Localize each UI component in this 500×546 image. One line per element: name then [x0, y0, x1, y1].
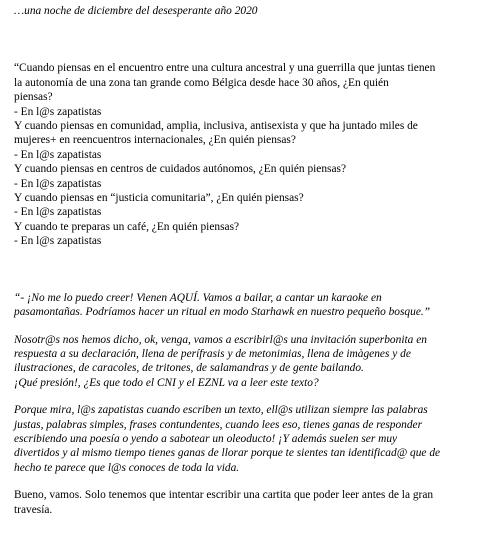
paragraph-line: ilustraciones, de caracoles, de tritones, de salamandras y de gente bailando. [14, 362, 364, 375]
zapatistas-paragraph [14, 403, 490, 475]
closing-paragraph [14, 488, 490, 517]
paragraph-line: escribiendo una poesía o yendo a sabotear un oleoducto! ¡Y además suelen ser muy [14, 432, 398, 445]
paragraph-line: justas, palabras simples, frases contundentes, cuando lees eso, tienes ganas de responder [14, 418, 423, 431]
paragraph-line: Nosotr@s nos hemos dicho, ok, venga, vamos a escribirl@s una invitación superbonita en [14, 333, 427, 346]
poem-line: - En l@s zapatistas [14, 235, 102, 248]
paragraph-line: divertidos y al mismo tiempo tienes ganas de llorar porque te sientes tan identificad@ que de [14, 447, 441, 460]
poem-line: mujeres+ en reencuentros internacionales, ¿En quién piensas? [14, 134, 296, 147]
poem-line: Y cuando piensas en centros de cuidados autónomos, ¿En quién piensas? [14, 163, 347, 176]
poem-line: - En l@s zapatistas [14, 105, 102, 118]
poem-line: - En l@s zapatistas [14, 177, 102, 190]
paragraph-line: Bueno, vamos. Solo tenemos que intentar escribir una cartita que poder leer antes de la gran [14, 489, 434, 502]
poem-line: “Cuando piensas en el encuentro entre una cultura ancestral y una guerrilla que juntas tienen [14, 62, 436, 75]
heading-line: …una noche de diciembre del desesperante año 2020 [14, 5, 258, 17]
invitation-paragraph [14, 333, 490, 391]
quote-paragraph [14, 291, 490, 320]
poem-line: Y cuando piensas en “justicia comunitaria”, ¿En quién piensas? [14, 192, 304, 205]
paragraph-line: travesía. [14, 503, 53, 516]
paragraph-line: ¡Qué presión!, ¿Es que todo el CNI y el EZNL va a leer este texto? [14, 376, 319, 389]
poem-line: piensas? [14, 91, 53, 104]
poem-block [14, 61, 490, 248]
poem-line: la autonomía de una zona tan grande como Bélgica desde hace 30 años, ¿En quién [14, 76, 389, 89]
paragraph-line: “- ¡No me lo puedo creer! Vienen AQUÍ. Vamos a bailar, a cantar un karaoke en [14, 291, 382, 304]
poem-line: Y cuando te preparas un café, ¿En quién piensas? [14, 220, 240, 233]
paragraph-line: respuesta a su declaración, llena de perífrasis y de metonimias, llena de imàgenes y de [14, 347, 411, 360]
paragraph-line: hecho te parece que l@s conoces de toda la vida. [14, 461, 240, 474]
paragraph-line: pasamontañas. Podríamos hacer un ritual en modo Starhawk en nuestro pequeño bosque.” [14, 306, 431, 319]
poem-line: - En l@s zapatistas [14, 206, 102, 219]
poem-line: - En l@s zapatistas [14, 148, 102, 161]
paragraph-line: Porque mira, l@s zapatistas cuando escriben un texto, ell@s utilizan siempre las palabras [14, 404, 428, 417]
poem-line: Y cuando piensas en comunidad, amplia, inclusiva, antisexista y que ha juntado miles de [14, 120, 418, 133]
